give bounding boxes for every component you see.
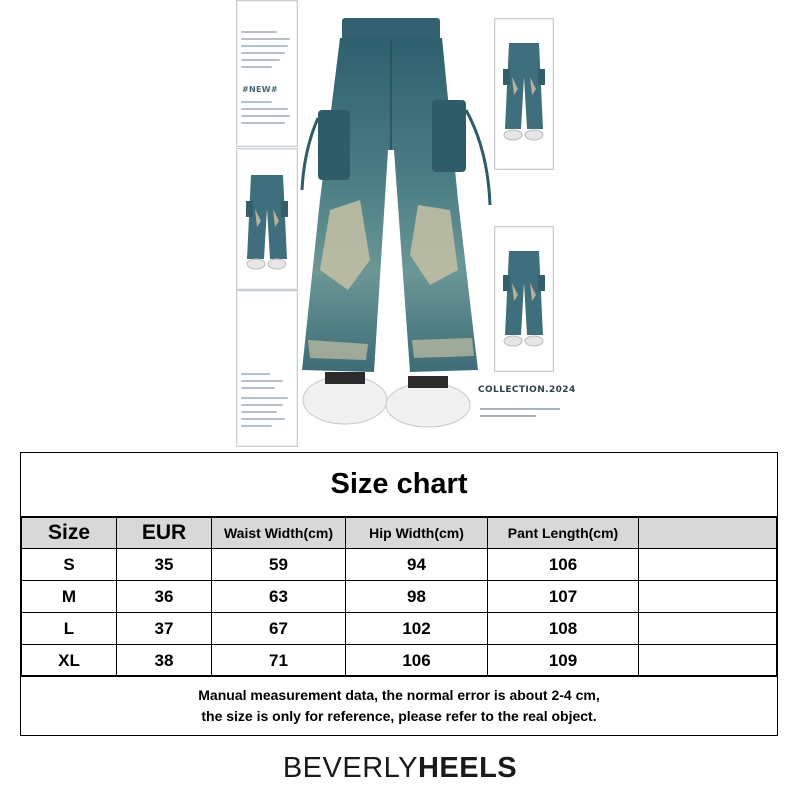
header-waist-width: Waist Width(cm) <box>212 518 346 549</box>
info-card-bottom-left <box>236 290 298 447</box>
jeans-thumbnail <box>495 227 553 371</box>
header-size: Size <box>22 518 117 549</box>
cell-hip: 102 <box>346 613 488 645</box>
cell-waist: 63 <box>212 581 346 613</box>
cell-waist: 59 <box>212 549 346 581</box>
cell-eur: 38 <box>117 645 212 677</box>
cell-length: 107 <box>488 581 639 613</box>
table-header-row <box>22 518 777 549</box>
cell-empty <box>639 645 777 677</box>
thumbnail-card-right-bottom <box>494 226 554 372</box>
jeans-main-image <box>290 0 495 440</box>
card-text-lines <box>241 101 293 129</box>
cell-hip: 98 <box>346 581 488 613</box>
brand-logo <box>0 752 800 785</box>
new-tag: #NEW# <box>242 85 278 94</box>
info-card-top-left <box>236 0 298 147</box>
cell-waist: 67 <box>212 613 346 645</box>
card-text-lines <box>241 31 293 73</box>
cell-size: XL <box>22 645 117 677</box>
cell-hip: 106 <box>346 645 488 677</box>
cell-size: L <box>22 613 117 645</box>
header-eur: EUR <box>117 518 212 549</box>
cell-length: 109 <box>488 645 639 677</box>
table-row <box>22 613 777 645</box>
collection-label: COLLECTION.2024 <box>478 385 576 395</box>
jeans-thumbnail <box>237 149 297 289</box>
cell-empty <box>639 613 777 645</box>
table-row <box>22 645 777 677</box>
header-empty <box>639 518 777 549</box>
table-row <box>22 549 777 581</box>
cell-size: M <box>22 581 117 613</box>
note-line-1: Manual measurement data, the normal error is about 2-4 cm, <box>198 686 600 703</box>
cell-empty <box>639 581 777 613</box>
size-chart-title: Size chart <box>21 453 777 517</box>
cell-empty <box>639 549 777 581</box>
thumbnail-card-right-top <box>494 18 554 170</box>
brand-part-2: HEELS <box>417 752 518 784</box>
cell-hip: 94 <box>346 549 488 581</box>
table-row <box>22 581 777 613</box>
size-chart <box>20 452 778 736</box>
size-table <box>21 517 777 677</box>
note-line-2: the size is only for reference, please refer to the real object. <box>201 707 597 724</box>
cell-length: 106 <box>488 549 639 581</box>
measurement-note <box>21 675 777 735</box>
cell-eur: 36 <box>117 581 212 613</box>
jeans-thumbnail <box>495 19 553 169</box>
cell-eur: 35 <box>117 549 212 581</box>
collection-text-lines <box>480 408 560 422</box>
cell-waist: 71 <box>212 645 346 677</box>
header-pant-length: Pant Length(cm) <box>488 518 639 549</box>
cell-length: 108 <box>488 613 639 645</box>
card-text-lines <box>241 373 293 394</box>
cell-eur: 37 <box>117 613 212 645</box>
cell-size: S <box>22 549 117 581</box>
thumbnail-card-left <box>236 148 298 290</box>
header-hip-width: Hip Width(cm) <box>346 518 488 549</box>
card-text-lines <box>241 397 293 432</box>
brand-part-1: BEVERLY <box>282 752 418 784</box>
